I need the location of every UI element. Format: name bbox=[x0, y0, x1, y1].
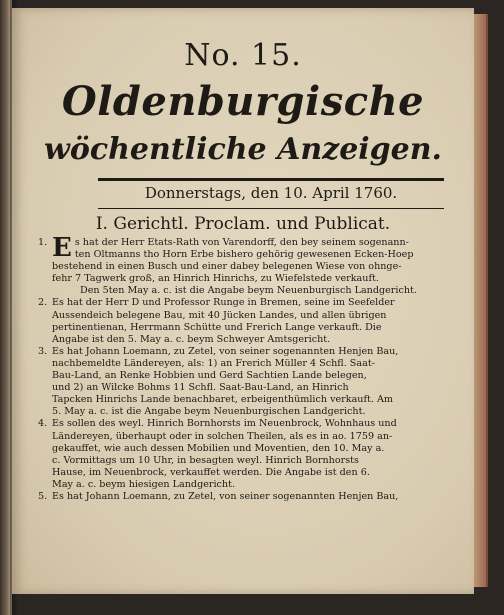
masthead-title: Oldenburgische bbox=[61, 78, 425, 125]
entry-line: Es hat der Herr D und Professor Runge in Bremen, seine im Seefelder bbox=[52, 297, 395, 309]
notice-entry bbox=[38, 418, 476, 491]
decorated-initial: E bbox=[52, 233, 72, 263]
entry-number: 2. bbox=[38, 297, 48, 309]
notice-entry bbox=[38, 346, 476, 419]
entry-number: 5. bbox=[38, 490, 48, 502]
masthead-subtitle: wöchentliche Anzeigen. bbox=[44, 132, 442, 167]
entry-number: 1. bbox=[38, 237, 48, 248]
entry-line: Angabe ist den 5. May a. c. beym Schweyer Amtsgericht. bbox=[52, 333, 331, 345]
entry-line: Es hat Johann Loemann, zu Zetel, von seiner sogenannten Henjen Bau, bbox=[52, 490, 399, 502]
entry-number: 3. bbox=[38, 345, 48, 357]
issue-number: No. 15. bbox=[184, 38, 302, 73]
entry-line: Es hat Johann Loemann, zu Zetel, von seiner sogenannten Henjen Bau, bbox=[52, 345, 399, 357]
bottom-rule bbox=[98, 208, 444, 209]
notice-body bbox=[38, 233, 476, 503]
entry-line: ten Oltmanns tho Horn Erbe bishero gehörig gewesenen Ecken-Hoep bbox=[74, 249, 414, 261]
entry-line: s hat der Herr Etats-Rath von Varendorff, den bey seinem sogenann- bbox=[74, 237, 409, 248]
entry-line: c. Vormittags um 10 Uhr, in besagten weyl. Hinrich Bornhorsts bbox=[52, 454, 359, 466]
entry-line: Hause, im Neuenbrock, verkauffet werden. Die Angabe ist den 6. bbox=[52, 466, 370, 478]
entry-line: pertinentienan, Herrmann Schütte und Frerich Lange verkauft. Die bbox=[52, 321, 382, 333]
entry-line: nachbemeldte Ländereyen, als: 1) an Frerich Müller 4 Schfl. Saat- bbox=[52, 357, 375, 369]
notice-entry bbox=[38, 491, 476, 503]
entry-line: 5. May a. c. ist die Angabe beym Neuenburgischen Landgericht. bbox=[52, 406, 366, 418]
entry-line: Aussendeich belegene Bau, mit 40 Jücken Landes, und allen übrigen bbox=[52, 309, 387, 321]
entry-line: Ländereyen, überhaupt oder in solchen Theilen, als es in ao. 1759 an- bbox=[52, 430, 393, 442]
entry-line: und 2) an Wilcke Bohms 11 Schfl. Saat-Bau-Land, an Hinrich bbox=[52, 382, 349, 394]
entry-line: Es sollen des weyl. Hinrich Bornhorsts im Neuenbrock, Wohnhaus und bbox=[52, 418, 397, 430]
entry-line: Bau-Land, an Renke Hobbien und Gerd Sachtien Lande belegen, bbox=[52, 370, 367, 382]
section-title: I. Gerichtl. Proclam. und Publicat. bbox=[95, 214, 391, 234]
entry-line: gekauffet, wie auch dessen Mobilien und Moventien, den 10. May a. bbox=[52, 442, 385, 454]
top-rule bbox=[98, 178, 444, 181]
notice-entry bbox=[38, 297, 476, 345]
entry-line: Den 5ten May a. c. ist die Angabe beym Neuenburgisch Landgericht. bbox=[80, 285, 417, 297]
entry-number: 4. bbox=[38, 418, 48, 430]
dateline: Donnerstags, den 10. April 1760. bbox=[144, 184, 398, 202]
entry-line: fehr 7 Tagwerk groß, an Hinrich Hinrichs, zu Wiefelstede verkauft. bbox=[52, 273, 379, 285]
newspaper-page bbox=[12, 8, 474, 594]
entry-line: bestehend in einen Busch und einer dabey belegenen Wiese von ohnge- bbox=[52, 261, 402, 273]
entry-line: May a. c. beym hiesigen Landgericht. bbox=[52, 478, 235, 490]
notice-entry bbox=[38, 233, 476, 297]
entry-line: Tapcken Hinrichs Lande benachbaret, erbeigenthümlich verkauft. Am bbox=[52, 394, 394, 406]
